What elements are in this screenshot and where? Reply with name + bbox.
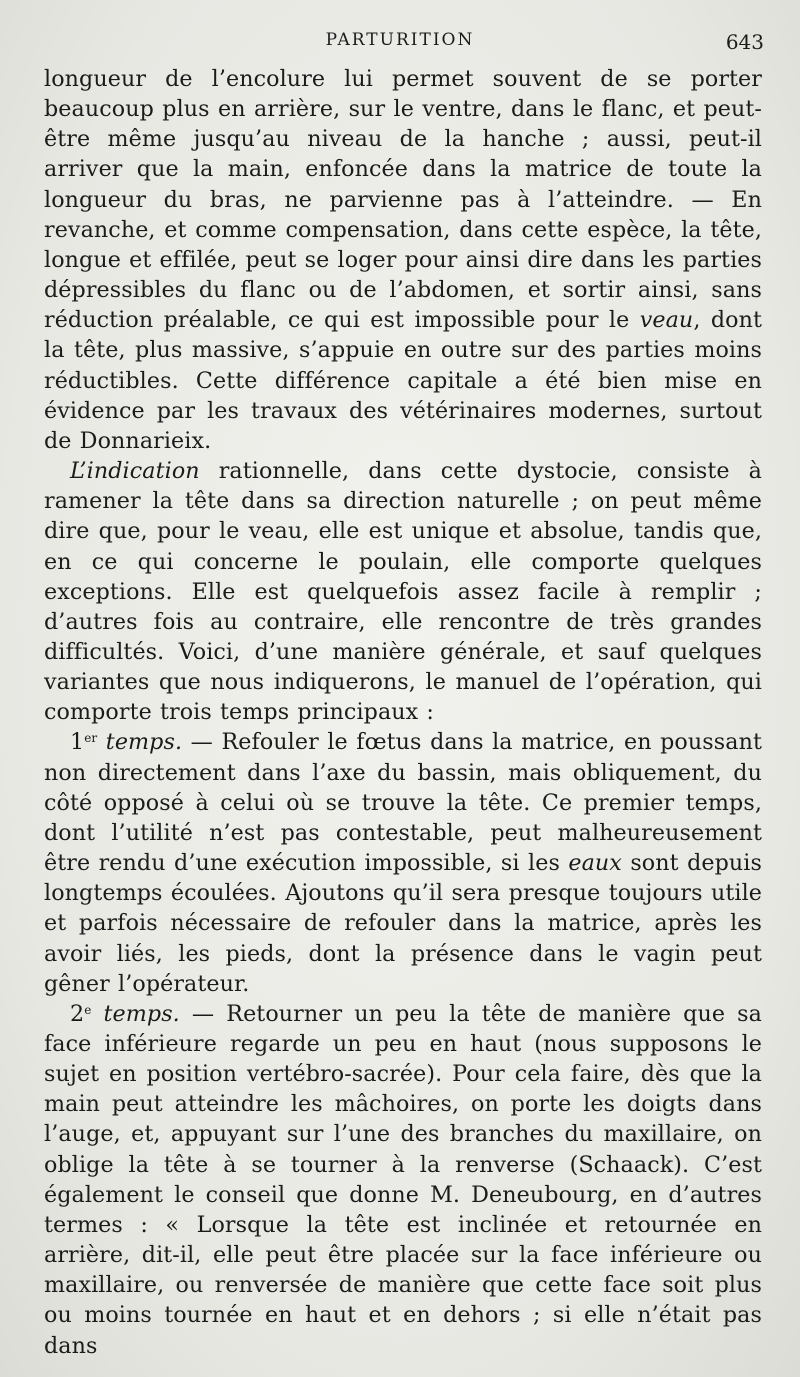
paragraph-3-label: temps. [105, 729, 183, 756]
paragraph-3-italic-eaux: eaux [568, 850, 622, 877]
body-text [44, 64, 762, 1361]
paragraph-3-ordinal-suffix: er [84, 731, 98, 746]
paragraph-4-ordinal: 2 [70, 1000, 85, 1027]
paragraph-4-ordinal-suffix: e [84, 1002, 92, 1017]
paragraph-2-italic-indication: L’indication [70, 458, 200, 485]
paragraph-1-italic-veau: veau [639, 307, 694, 334]
running-head [0, 30, 800, 60]
paragraph-3-text-b: sont depuis longtemps écoulées. Ajoutons qu’il sera presque toujours utile et parfois nécessaire de refouler dans la matrice, après les avoir liés, les pieds, dont la présence dans le vagin peut gêner l’opérateur. [44, 850, 762, 997]
paragraph-4-label: temps. [103, 1000, 180, 1027]
paragraph-4-text: — Retourner un peu la tête de manière que sa face inférieure regarde un peu en haut (nous supposons le sujet en position vertébro-sacrée). Pour cela faire, dès que la main peut atteindre les mâchoires, on porte les doigts dans l’auge, et, appuyant sur l’une des branches du maxillaire, on oblige la tête à se tourner à la renverse (Schaack). C’est également le conseil que donne M. Deneubourg, en d’autres termes : « Lorsque la tête est inclinée et retournée en arrière, dit-il, elle peut être placée sur la face inférieure ou maxillaire, ou renversée de manière que cette face soit plus ou moins tournée en haut et en dehors ; si elle n’était pas dans [44, 1000, 762, 1359]
paragraph-1-rest: , dont la tête, plus massive, s’appuie en outre sur des parties moins réductibles. Cette différence capitale a été bien mise en évidence par les travaux des vétérinaires modernes, surtout de Donnarieix. [44, 307, 762, 454]
paragraph-2-text: rationnelle, dans cette dystocie, consiste à ramener la tête dans sa direction naturelle ; on peut même dire que, pour le veau, elle est unique et absolue, tandis que, en ce qui concerne le poulain, elle comporte quelques exceptions. Elle est quelquefois assez facile à remplir ; d’autres fois au contraire, elle rencontre de très grandes difficultés. Voici, d’une manière générale, et sauf quelques variantes que nous indiquerons, le manuel de l’opération, qui comporte trois temps principaux : [44, 458, 762, 726]
paragraph-3-ordinal: 1 [70, 729, 85, 756]
paragraph-2 [44, 456, 762, 727]
paragraph-1-text: longueur de l’encolure lui permet souvent de se porter beaucoup plus en arrière, sur le ventre, dans le flanc, et peut-être même jusqu’au niveau de la hanche ; aussi, peut-il arriver que la main, enfoncée dans la matrice de toute la longueur du bras, ne parvienne pas à l’atteindre. — En revanche, et comme compensation, dans cette espèce, la tête, longue et effilée, peut se loger pour ainsi dire dans les parties dépressibles du flanc ou de l’abdomen, et sortir ainsi, sans réduction préalable, ce qui est impossible pour le [44, 66, 762, 334]
running-title: PARTURITION [325, 30, 475, 50]
paragraph-3 [44, 727, 762, 998]
paragraph-1 [44, 64, 762, 456]
page-number: 643 [725, 30, 764, 54]
paragraph-3-text-a: — Refouler le fœtus dans la matrice, en poussant non directement dans l’axe du bassin, mais obliquement, du côté opposé à celui où se trouve la tête. Ce premier temps, dont l’utilité n’est pas contestable, peut malheureusement être rendu d’une exécution impossible, si les [44, 729, 762, 877]
paragraph-4 [44, 999, 762, 1361]
